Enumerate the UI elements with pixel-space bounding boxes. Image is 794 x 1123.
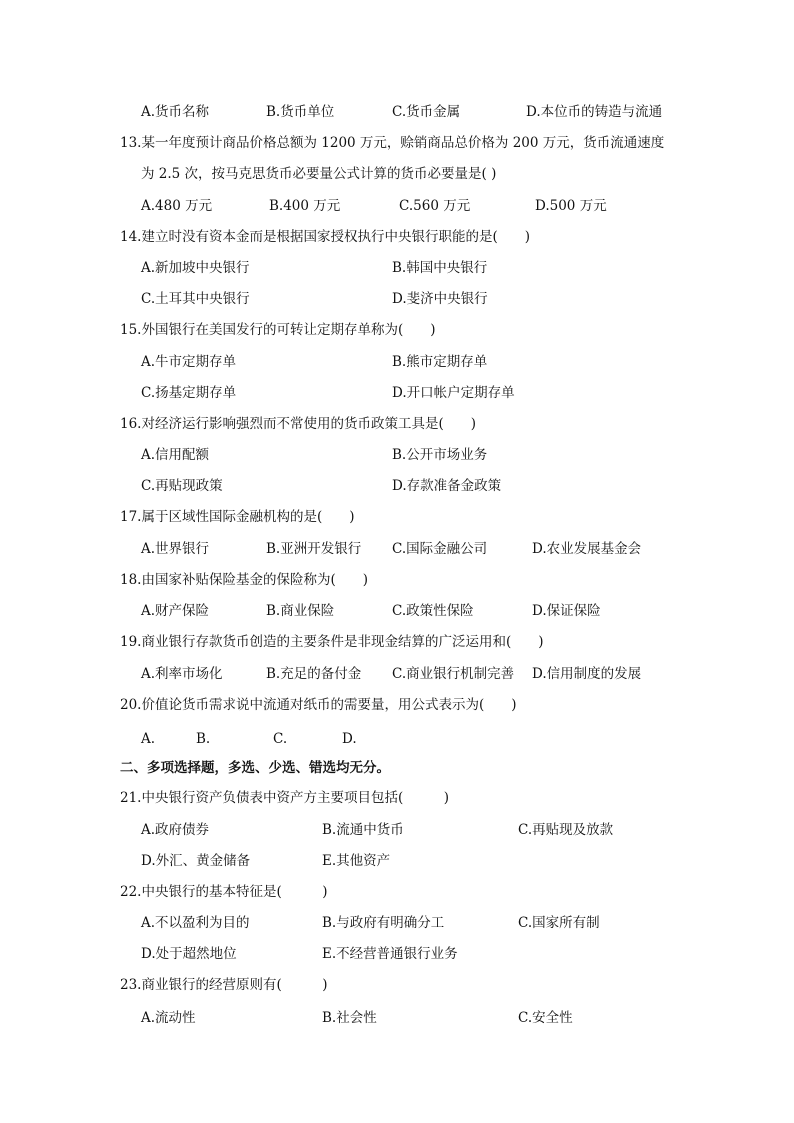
option-b: B.货币单位 — [266, 104, 335, 120]
option-d: D.处于超然地位 — [141, 946, 237, 962]
option-c: C.政策性保险 — [392, 603, 474, 619]
option-d: D.500 万元 — [535, 198, 607, 214]
option-a: A.财产保险 — [141, 603, 210, 619]
option-d: D.农业发展基金会 — [532, 541, 642, 557]
option-c: C. — [273, 731, 288, 747]
option-a: A.货币名称 — [141, 104, 210, 120]
option-b: B.与政府有明确分工 — [322, 915, 445, 931]
option-b: B.韩国中央银行 — [392, 260, 488, 276]
question-stem: 15.外国银行在美国发行的可转让定期存单称为( ) — [120, 322, 436, 338]
option-e: E.不经营普通银行业务 — [322, 946, 458, 962]
option-e: E.其他资产 — [322, 853, 391, 869]
option-d: D.外汇、黄金储备 — [141, 853, 251, 869]
question-stem: 18.由国家补贴保险基金的保险称为( ) — [120, 572, 369, 588]
section-heading: 二、多项选择题，多选、少选、错选均无分。 — [120, 760, 390, 776]
option-b: B.熊市定期存单 — [392, 354, 488, 370]
option-b: B.400 万元 — [269, 198, 341, 214]
option-c: C.商业银行机制完善 — [392, 666, 515, 682]
question-stem: 22.中央银行的基本特征是( ) — [120, 884, 328, 900]
option-a: A.流动性 — [141, 1010, 196, 1026]
option-c: C.扬基定期存单 — [141, 385, 237, 401]
option-c: C.土耳其中央银行 — [141, 291, 250, 307]
option-a: A.牛市定期存单 — [141, 354, 237, 370]
option-d: D.斐济中央银行 — [392, 291, 488, 307]
option-a: A.世界银行 — [141, 541, 210, 557]
option-b: B.社会性 — [322, 1010, 377, 1026]
question-stem: 23.商业银行的经营原则有( ) — [120, 977, 328, 993]
option-b: B.充足的备付金 — [266, 666, 362, 682]
option-c: C.560 万元 — [399, 198, 471, 214]
question-stem: 17.属于区域性国际金融机构的是( ) — [120, 509, 355, 525]
option-b: B.亚洲开发银行 — [266, 541, 362, 557]
question-stem: 16.对经济运行影响强烈而不常使用的货币政策工具是( ) — [120, 416, 477, 432]
option-c: C.国际金融公司 — [392, 541, 488, 557]
question-stem: 13.某一年度预计商品价格总额为 1200 万元，赊销商品总价格为 200 万元，货币流通速度 — [120, 135, 665, 151]
option-a: A.信用配额 — [141, 447, 210, 463]
question-stem: 21.中央银行资产负债表中资产方主要项目包括( ) — [120, 790, 450, 806]
option-d: D.开口帐户定期存单 — [392, 385, 515, 401]
question-stem: 14.建立时没有资本金而是根据国家授权执行中央银行职能的是( ) — [120, 229, 531, 245]
option-d: D.本位币的铸造与流通 — [526, 104, 663, 120]
option-a: A.不以盈利为目的 — [141, 915, 250, 931]
option-d: D.保证保险 — [532, 603, 601, 619]
question-stem: 20.价值论货币需求说中流通对纸币的需要量，用公式表示为( ) — [120, 697, 517, 713]
option-a: A.480 万元 — [141, 198, 213, 214]
option-a: A. — [141, 731, 156, 747]
option-d: D. — [342, 731, 357, 747]
option-b: B.公开市场业务 — [392, 447, 488, 463]
option-d: D.信用制度的发展 — [532, 666, 642, 682]
option-a: A.政府债券 — [141, 822, 210, 838]
option-a: A.新加坡中央银行 — [141, 260, 250, 276]
option-a: A.利率市场化 — [141, 666, 223, 682]
option-b: B. — [196, 731, 211, 747]
question-stem-continued: 为 2.5 次，按马克思货币必要量公式计算的货币必要量是( ) — [141, 166, 497, 182]
option-d: D.存款准备金政策 — [392, 478, 502, 494]
option-b: B.流通中货币 — [322, 822, 404, 838]
option-b: B.商业保险 — [266, 603, 335, 619]
question-stem: 19.商业银行存款货币创造的主要条件是非现金结算的广泛运用和( ) — [120, 634, 544, 650]
option-c: C.安全性 — [518, 1010, 573, 1026]
option-c: C.再贴现及放款 — [518, 822, 614, 838]
option-c: C.再贴现政策 — [141, 478, 223, 494]
option-c: C.货币金属 — [392, 104, 461, 120]
option-c: C.国家所有制 — [518, 915, 600, 931]
